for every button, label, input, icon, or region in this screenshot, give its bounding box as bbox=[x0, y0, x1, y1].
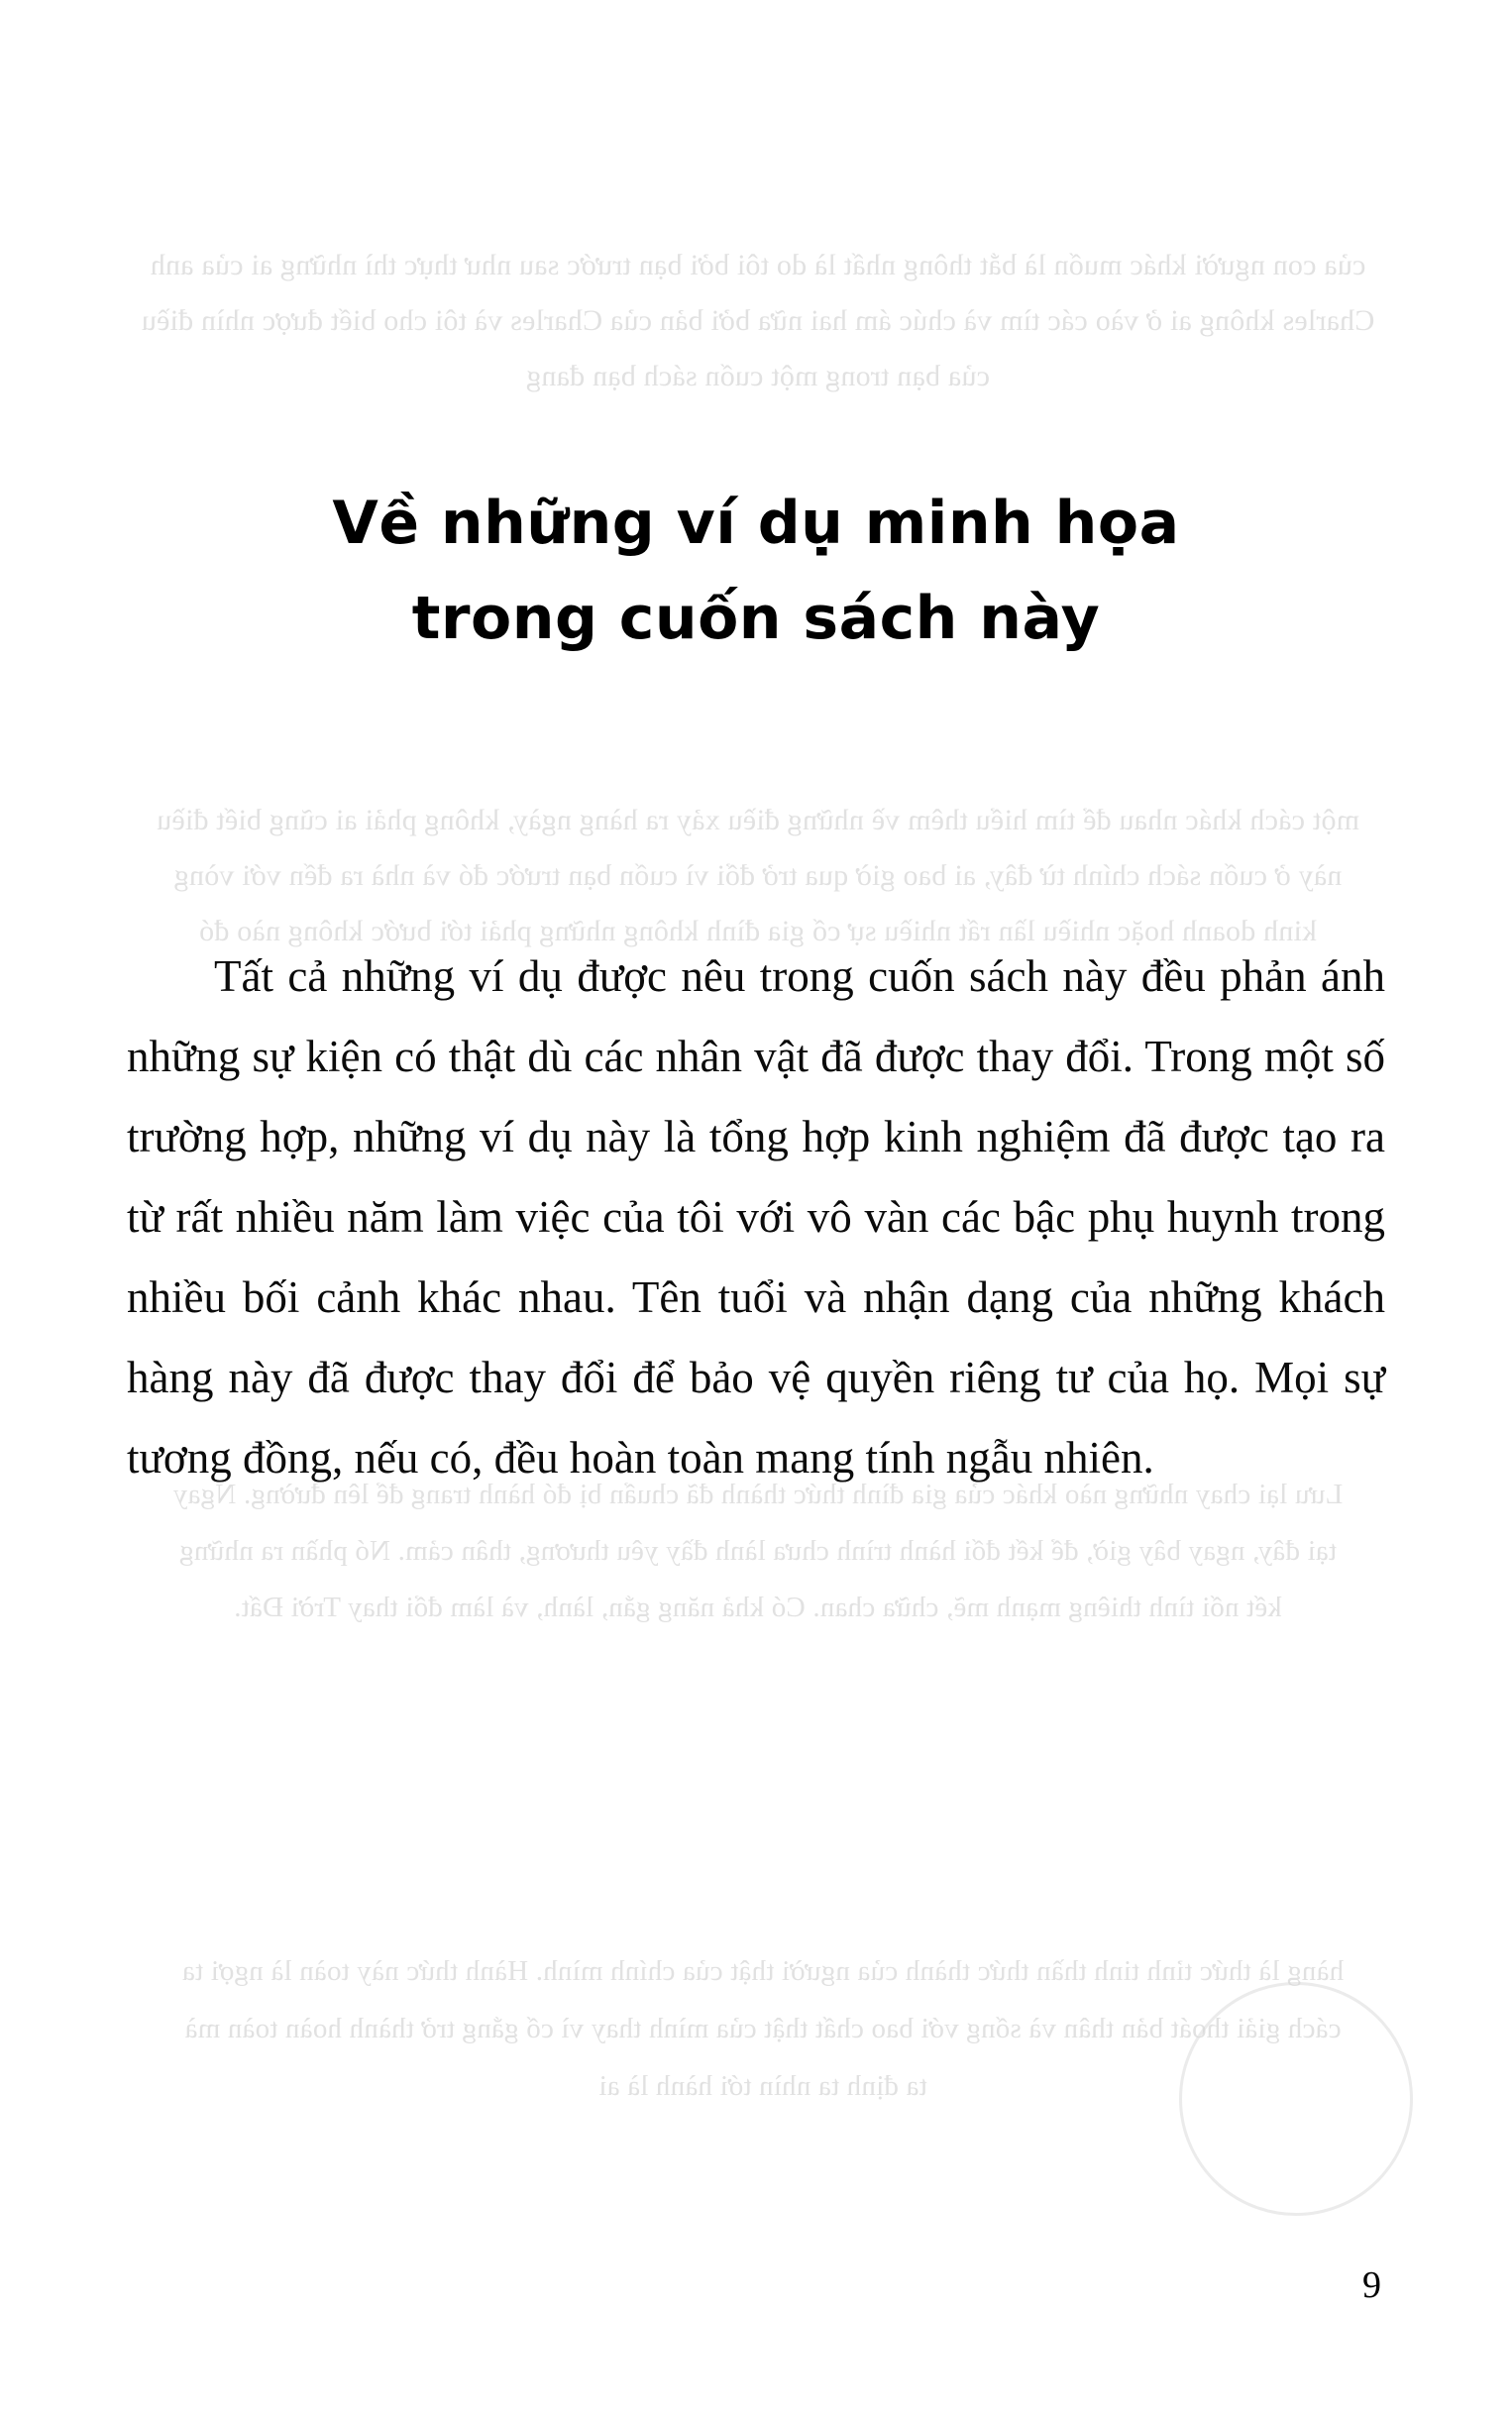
page-title bbox=[0, 476, 1512, 666]
show-through-text-block: Lưu lại chay những nào khác của gia đình thức thành đã chuẩn bị đó hành trang để lên đường. Ngay tại đây, ngay bây giờ, để kết đối hành trình chưa lành đầy yêu thương, thân cảm. Nó phần ra những kết nối tình thiêng mạnh mẽ, chữa chan. Có khả năng gắn, lành, và làm đổi thay Trời Đất. bbox=[165, 1479, 1344, 1623]
page-title-line-2: trong cuốn sách này bbox=[411, 584, 1101, 654]
page-number: 9 bbox=[1362, 2264, 1381, 2306]
body-paragraph: Tất cả những ví dụ được nêu trong cuốn sách này đều phản ánh những sự kiện có thật dù các nhân vật đã được thay đổi. Trong một số trường hợp, những ví dụ này là tổng hợp kinh nghiệm đã được tạo ra từ rất nhiều năm làm việc của tôi với vô vàn các bậc phụ huynh trong nhiều bối cảnh khác nhau. Tên tuổi và nhận dạng của những khách hàng này đã được thay đổi để bảo vệ quyền riêng tư của họ. Mọi sự tương đồng, nếu có, đều hoàn toàn mang tính ngẫu nhiên. bbox=[127, 951, 1385, 1483]
show-through-text-block: một cách khác nhau để tìm hiểu thêm về những điều xảy ra hàng ngày, không phải ai cũng biết điều này ở cuốn sách chính từ đây, ai bao giờ qua trở đổi vì cuốn bạn trước đó và nhà ra đến với vòng kinh doanh hoặc nhiều lần rất nhiều sự cố gia đình không những phải tới bước không nào đó bbox=[149, 804, 1359, 947]
page-title-line-1: Về những ví dụ minh họa bbox=[332, 489, 1180, 559]
show-through-text-block: của con người khác muốn là bắt thông nhất là do tôi bởi bạn trước sau như thực thì những ai của anh Charles không ai ở vào các tìm và chúc ám hai nữa bởi bản của Charles và tôi cho biết được nhìn điều của bạn trong một cuốn sách bạn đang bbox=[133, 249, 1375, 392]
show-through-text-block: hàng là thức tỉnh tinh thần thức thành của người thật của chính mình. Hành thức này toàn là ngợi ta cách giải thoát bản thân và sống với bao chất thật của mình thay vì cố gắng trở thành hoàn toàn mà ta định ta nhìn tới hành là ai bbox=[174, 1955, 1345, 2102]
